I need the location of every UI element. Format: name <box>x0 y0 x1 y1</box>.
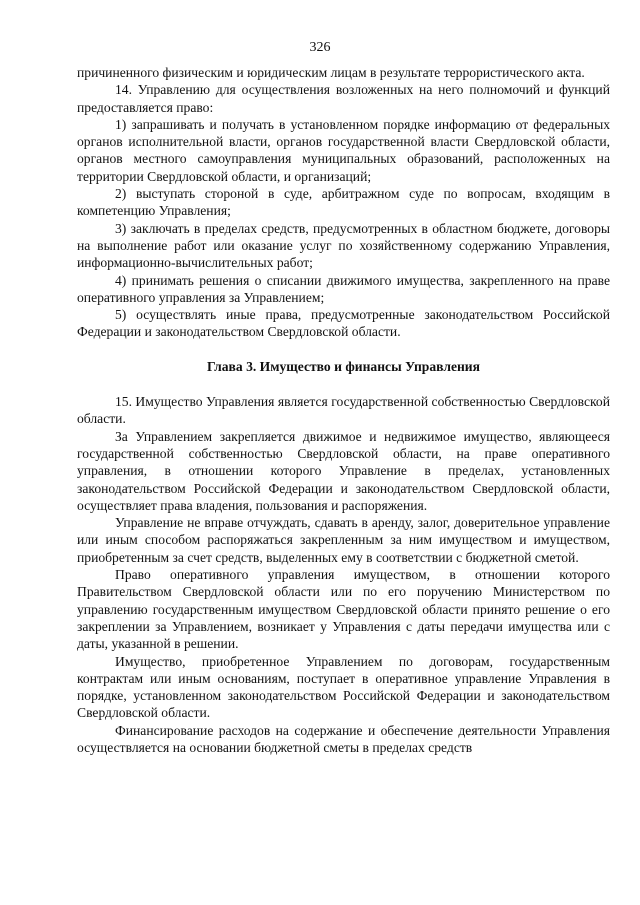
paragraph-clause-15: 15. Имущество Управления является государственной собственностью Свердловской области. <box>77 394 610 427</box>
paragraph-clause-14-item-1: 1) запрашивать и получать в установленном порядке информацию от федеральных органов исполнительной власти, органов государственной власти Свердловской области, органов местного самоуправления муниципальных образований, расположенных на территории Свердловской области, и организаций; <box>77 116 610 184</box>
paragraph-property-assignment: За Управлением закрепляется движимое и недвижимое имущество, являющееся государственной собственностью Свердловской области, на праве оперативного управления, в отношении которого Управление в пределах, установленных законодательством Российской Федерации и законодательством Свердловской области, осуществляет права владения, пользования и распоряжения. <box>77 428 610 513</box>
paragraph-clause-14-item-3: 3) заключать в пределах средств, предусмотренных в областном бюджете, договоры на выполнение работ или оказание услуг по хозяйственному содержанию Управления, информационно-вычислительных работ; <box>77 220 610 271</box>
paragraph-clause-14-item-4: 4) принимать решения о списании движимого имущества, закрепленного на праве оперативного управления за Управлением; <box>77 272 610 305</box>
chapter-heading: Глава 3. Имущество и финансы Управления <box>207 358 480 374</box>
paragraph-acquired-property: Имущество, приобретенное Управлением по договорам, государственным контрактам или иным основаниям, поступает в оперативное управление Управления в порядке, установленном законодательством Российской Федерации и законодательством Свердловской области. <box>77 653 610 721</box>
paragraph-property-restrictions: Управление не вправе отчуждать, сдавать в аренду, залог, доверительное управление или иным способом распоряжаться закрепленным за ним имуществом и имуществом, приобретенным за счет средств, выделенных ему в соответствии с бюджетной сметой. <box>77 515 610 565</box>
paragraph-clause-14: 14. Управлению для осуществления возложенных на него полномочий и функций предоставляется право: <box>77 82 610 115</box>
paragraph-clause-14-item-5: 5) осуществлять иные права, предусмотренные законодательством Российской Федерации и законодательством Свердловской области. <box>77 307 610 340</box>
paragraph-continuation: причиненного физическим и юридическим лицам в результате террористического акта. <box>77 65 585 80</box>
paragraph-clause-14-item-2: 2) выступать стороной в суде, арбитражном суде по вопросам, входящим в компетенцию Управления; <box>77 186 610 219</box>
paragraph-operational-management: Право оперативного управления имуществом, в отношении которого Правительством Свердловской области или по его поручению Министерством по управлению государственным имуществом Свердловской области принято решение о его закреплении за Управлением, возникает у Управления с даты передачи имущества или с даты, указанной в решении. <box>77 567 610 652</box>
page-number: 326 <box>309 40 331 55</box>
document-body <box>77 64 610 756</box>
paragraph-financing: Финансирование расходов на содержание и обеспечение деятельности Управления осуществляется на основании бюджетной сметы в пределах средств <box>77 722 610 755</box>
